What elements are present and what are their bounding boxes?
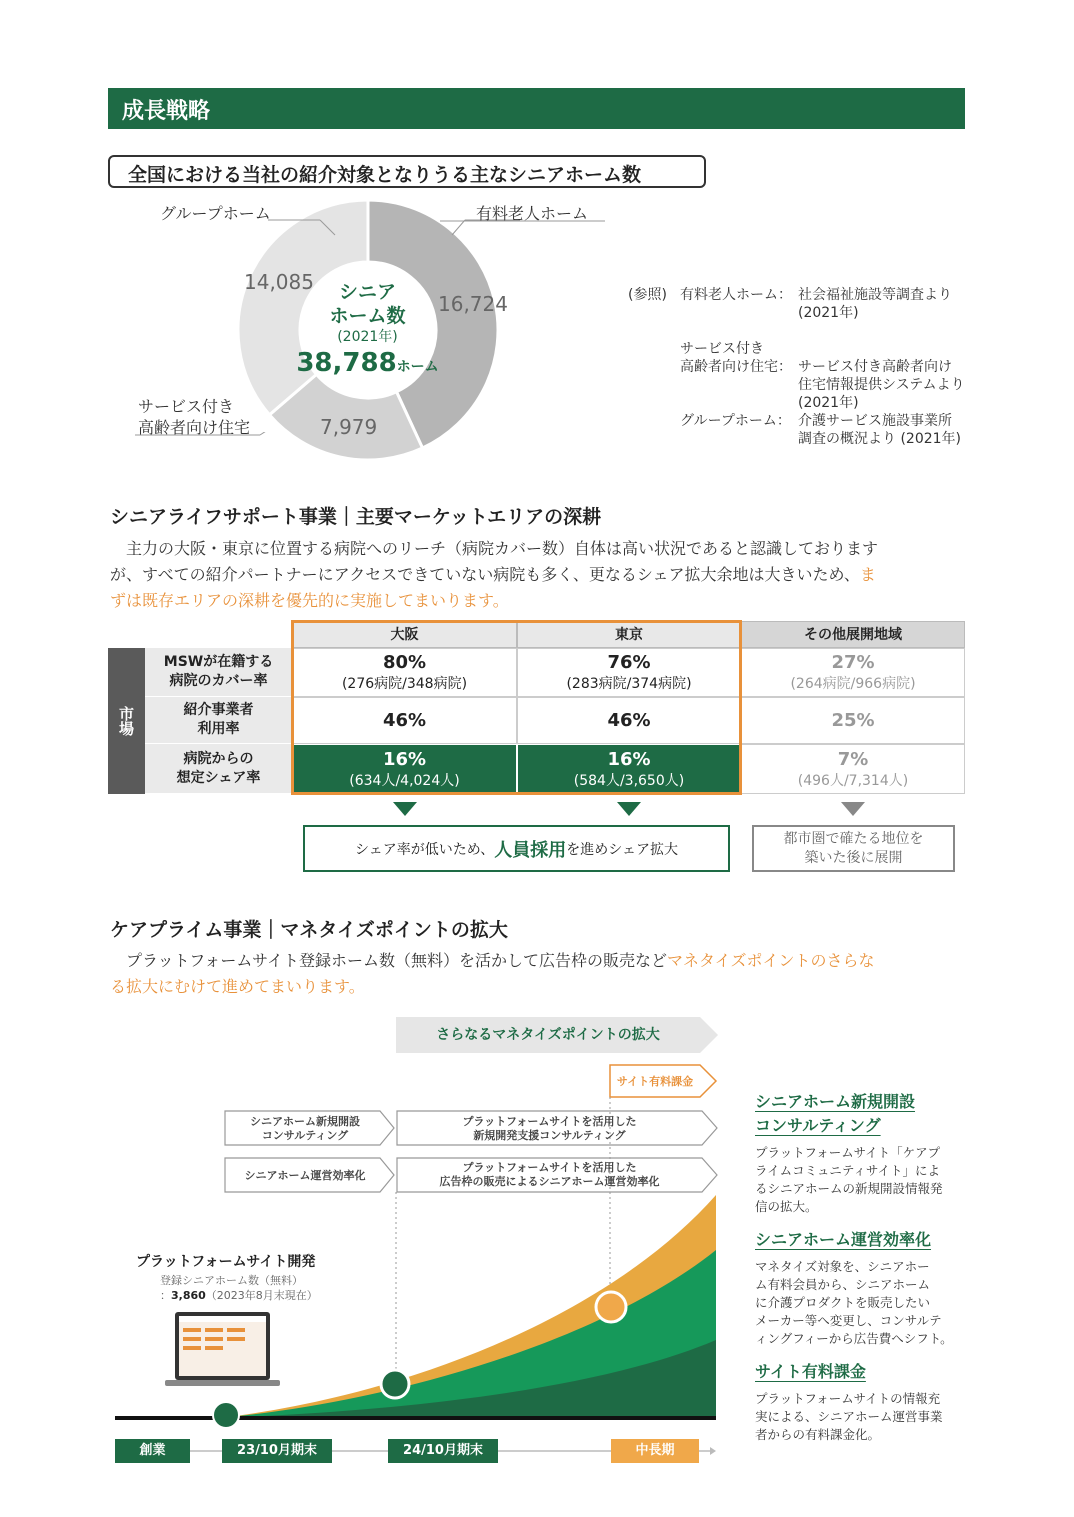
section1-title: シニアライフサポート事業｜主要マーケットエリアの深耕 [110, 506, 602, 528]
chevron-efficiency-text: シニアホーム運営効率化 [244, 1169, 366, 1182]
cell-main: 46% [607, 710, 651, 731]
row2-l1: 病院からの [183, 750, 254, 767]
donut-value-service: 7,979 [320, 415, 378, 439]
platform-sub2-pre: ： [160, 1289, 171, 1302]
row0-l2: 病院のカバー率 [169, 673, 268, 689]
row0-l1: MSWが在籍する [163, 654, 274, 670]
chev4-l2: 広告枠の販売によるシニアホーム運営効率化 [439, 1175, 660, 1188]
row1-l1: 紹介事業者 [183, 702, 254, 718]
side1-l5: ィングフィーから広告費へシフト。 [755, 1331, 953, 1346]
reference-2-l1: 介護サービス施設事業所 [798, 413, 952, 429]
table-col-other: その他展開地域 [741, 621, 965, 648]
cell-sub: (264病院/966病院) [790, 676, 916, 692]
table-cell [292, 697, 517, 744]
section2-para-l2-em: る拡大にむけて進めてまいります。 [110, 977, 365, 996]
table-col-tokyo: 東京 [517, 621, 741, 648]
callout-other-l1: 都市圏で確たる地位を [783, 831, 924, 847]
side0-l2: ライムコミュニティサイト」によ [755, 1163, 941, 1178]
cell-main: 7% [837, 748, 869, 770]
table-cell-highlight [517, 744, 741, 794]
timeline-fy24: 24/10月期末 [388, 1439, 498, 1463]
cell-main: 25% [831, 710, 875, 731]
reference-prefix: (参照) [628, 287, 667, 303]
side2-l1: プラットフォームサイトの情報充 [755, 1391, 941, 1406]
reference-1-l2: 住宅情報提供システムより [798, 377, 965, 393]
table-row-label-1 [145, 697, 292, 744]
callout-main-pre: シェア率が低いため、 [355, 841, 495, 858]
side2-title: サイト有料課金 [755, 1362, 866, 1381]
section2-title: ケアプライム事業｜マネタイズポイントの拡大 [110, 919, 508, 941]
side2-l2: 実による、シニアホーム運営事業 [755, 1409, 943, 1424]
row1-l2: 利用率 [197, 721, 240, 737]
reference-notes [628, 286, 968, 448]
cell-main: 16% [607, 748, 651, 770]
side0-l3: るシニアホームの新規開設情報発 [755, 1181, 943, 1196]
donut-center-year: (2021年) [337, 329, 398, 345]
callout-main-em: 人員採用 [494, 839, 567, 861]
section-header-bar [108, 88, 965, 129]
section2-paragraph [110, 948, 970, 1000]
callout-other [752, 825, 955, 872]
timeline-founding: 創業 [115, 1439, 190, 1463]
chev1-l1: シニアホーム新規開設 [250, 1115, 360, 1128]
milestone-dot-fy23 [381, 1370, 409, 1398]
donut-value-yuryo: 16,724 [438, 292, 508, 316]
side0-title-l2: コンサルティング [755, 1116, 881, 1135]
table-row-label-0 [145, 648, 292, 697]
cell-sub: (496人/7,314人) [797, 772, 909, 789]
donut-label-group-home: グループホーム [160, 204, 271, 223]
section1-para-l2: が、すべての紹介パートナーにアクセスできていない病院も多く、更なるシェア拡大余地は大きいため、 [110, 565, 860, 584]
table-cell [517, 697, 741, 744]
reference-0-l1: 社会福祉施設等調査より [798, 287, 952, 303]
reference-key-1-l2: 高齢者向け住宅： [680, 359, 792, 375]
reference-1-l1: サービス付き高齢者向け [798, 359, 952, 375]
side0-l4: 信の拡大。 [755, 1199, 818, 1214]
table-cell [517, 648, 741, 697]
arrow-down-icon [841, 802, 865, 816]
side1-l2: ム有料会員から、シニアホーム [755, 1277, 931, 1292]
page-title: 成長戦略 [122, 99, 211, 124]
reference-2-l2: 調査の概況より (2021年) [798, 431, 962, 447]
cell-sub: (634人/4,024人) [349, 772, 460, 789]
side1-l1: マネタイズ対象を、シニアホー [755, 1259, 930, 1274]
donut-label-service-l1: サービス付き [138, 397, 235, 416]
platform-sub [160, 1273, 318, 1303]
chev2-l2: 新規開発支援コンサルティング [473, 1129, 626, 1142]
chev1-l2: コンサルティング [261, 1129, 349, 1142]
platform-count: 3,860 [171, 1289, 206, 1302]
section2-para-l1: プラットフォームサイト登録ホーム数（無料）を活かして広告枠の販売など [126, 951, 667, 970]
side1-l4: メーカー等へ変更し、コンサルテ [755, 1313, 942, 1328]
callout-other-l2: 築いた後に展開 [804, 850, 903, 866]
side2-l3: 者からの有料課金化。 [755, 1427, 881, 1442]
chev4-l1: プラットフォームサイトを活用した [462, 1161, 637, 1174]
leader-line-yuryo-diag [452, 220, 465, 235]
reference-key-1-l1: サービス付き [680, 341, 764, 357]
donut-center-l2: ホーム数 [329, 305, 406, 327]
donut-label-service [138, 396, 250, 438]
section1-paragraph [110, 536, 970, 614]
chevron-platform-ads-text [397, 1161, 702, 1189]
donut-total-unit: ホーム [396, 359, 439, 375]
donut-center [290, 280, 445, 384]
side-explanations [755, 1090, 970, 1444]
chevron-platform-consulting-text [397, 1115, 702, 1143]
reference-key-2: グループホーム： [680, 413, 791, 429]
side0-l1: プラットフォームサイト「ケアプ [755, 1145, 941, 1160]
timeline-fy23: 23/10月期末 [222, 1439, 332, 1463]
table-row-label-2 [145, 744, 292, 794]
timeline-arrow-icon [710, 1447, 716, 1455]
chev2-l1: プラットフォームサイトを活用した [462, 1115, 637, 1128]
cell-main: 16% [382, 748, 427, 770]
donut-title-box [108, 155, 706, 188]
reference-key-0: 有料老人ホーム： [680, 287, 792, 303]
reference-1-l3: (2021年) [798, 395, 859, 411]
site-fee-label: サイト有料課金 [616, 1075, 694, 1088]
reference-0-l2: (2021年) [798, 305, 859, 321]
table-cell [292, 648, 517, 697]
donut-label-service-l2: 高齢者向け住宅 [138, 418, 251, 437]
donut-value-group-home: 14,085 [244, 270, 314, 294]
table-side-label: 市場 [108, 648, 145, 794]
section1-para-l2-em: ま [859, 565, 876, 584]
side1-title: シニアホーム運営効率化 [755, 1230, 932, 1249]
section1-para-l1: 主力の大阪・東京に位置する病院へのリーチ（病院カバー数）自体は高い状況であると認識しております [126, 539, 879, 558]
platform-title: プラットフォームサイト開発 [136, 1254, 316, 1270]
arrow-down-icon [617, 802, 641, 816]
milestone-dot-fy24 [596, 1292, 626, 1322]
cell-sub: (584人/3,650人) [573, 772, 685, 789]
table-col-osaka: 大阪 [292, 621, 517, 648]
table-cell [741, 744, 965, 794]
chevron-consulting-text [225, 1115, 385, 1143]
donut-total: 38,788 [296, 348, 397, 378]
side0-title-l1: シニアホーム新規開設 [755, 1092, 916, 1111]
cell-main: 27% [831, 652, 875, 673]
callout-main [303, 825, 730, 872]
cell-sub: (276病院/348病院) [341, 676, 468, 692]
callout-main-post: を進めシェア拡大 [566, 841, 678, 858]
cell-main: 46% [382, 710, 427, 731]
cell-sub: (283病院/374病院) [566, 676, 692, 692]
milestone-dot-founding [213, 1402, 239, 1428]
row2-l2: 想定シェア率 [176, 769, 261, 786]
donut-title: 全国における当社の紹介対象となりうる主なシニアホーム数 [128, 164, 642, 186]
platform-sub1: 登録シニアホーム数（無料） [160, 1274, 303, 1287]
section1-para-l3-em: ずは既存エリアの深耕を優先的に実施してまいります。 [110, 591, 509, 610]
donut-label-yuryo: 有料老人ホーム [476, 204, 589, 223]
table-cell [741, 648, 965, 697]
cell-main: 80% [382, 652, 427, 673]
timeline-mid-long: 中長期 [611, 1439, 699, 1463]
side1-l3: に介護プロダクトを販売したい [755, 1295, 931, 1310]
banner-text: さらなるマネタイズポイントの拡大 [436, 1027, 660, 1043]
cell-main: 76% [607, 652, 651, 673]
table-cell-highlight [292, 744, 517, 794]
platform-date: （2023年8月末現在） [205, 1289, 318, 1302]
donut-center-l1: シニア [338, 281, 396, 303]
arrow-down-icon [393, 802, 417, 816]
section2-para-l1-em: マネタイズポイントのさらな [666, 951, 875, 970]
table-cell [741, 697, 965, 744]
